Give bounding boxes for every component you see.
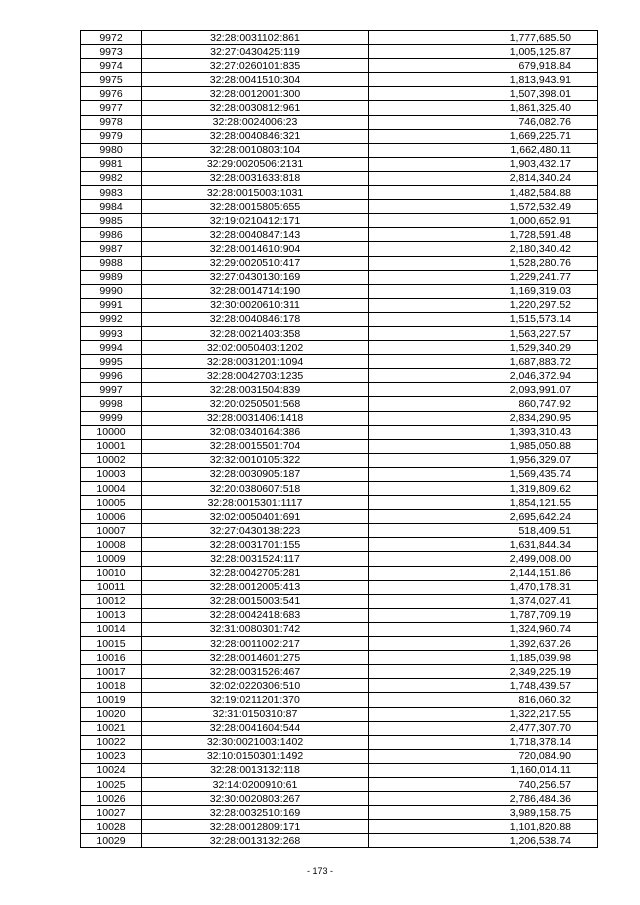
table-body <box>81 31 598 848</box>
value-cell: 1,324,960.74 <box>369 622 598 636</box>
cadastral-number-cell: 32:19:0211201:370 <box>142 693 369 707</box>
table-row <box>81 129 598 143</box>
row-number-cell: 10016 <box>81 651 142 665</box>
row-number-cell: 10012 <box>81 594 142 608</box>
value-cell: 2,814,340.24 <box>369 171 598 185</box>
table-row <box>81 820 598 834</box>
row-number-cell: 10003 <box>81 467 142 481</box>
value-cell: 2,046,372.94 <box>369 369 598 383</box>
table-row <box>81 383 598 397</box>
value-cell: 1,572,532.49 <box>369 200 598 214</box>
row-number-cell: 10022 <box>81 735 142 749</box>
row-number-cell: 10015 <box>81 637 142 651</box>
row-number-cell: 9985 <box>81 214 142 228</box>
cadastral-number-cell: 32:28:0011002:217 <box>142 637 369 651</box>
table-row <box>81 284 598 298</box>
row-number-cell: 10029 <box>81 834 142 848</box>
value-cell: 1,515,573.14 <box>369 312 598 326</box>
cadastral-number-cell: 32:28:0015301:1117 <box>142 496 369 510</box>
row-number-cell: 10023 <box>81 749 142 763</box>
row-number-cell: 9984 <box>81 200 142 214</box>
table-row <box>81 312 598 326</box>
row-number-cell: 9998 <box>81 397 142 411</box>
row-number-cell: 10004 <box>81 482 142 496</box>
table-row <box>81 73 598 87</box>
row-number-cell: 9987 <box>81 242 142 256</box>
row-number-cell: 9999 <box>81 411 142 425</box>
cadastral-number-cell: 32:28:0031526:467 <box>142 665 369 679</box>
row-number-cell: 9978 <box>81 115 142 129</box>
row-number-cell: 10021 <box>81 721 142 735</box>
value-cell: 1,813,943.91 <box>369 73 598 87</box>
value-cell: 2,834,290.95 <box>369 411 598 425</box>
row-number-cell: 10014 <box>81 622 142 636</box>
cadastral-number-cell: 32:08:0340164:386 <box>142 425 369 439</box>
cadastral-number-cell: 32:28:0014714:190 <box>142 284 369 298</box>
value-cell: 1,748,439.57 <box>369 679 598 693</box>
row-number-cell: 10024 <box>81 763 142 777</box>
cadastral-number-cell: 32:28:0015003:1031 <box>142 186 369 200</box>
table-row <box>81 552 598 566</box>
value-cell: 1,728,591.48 <box>369 228 598 242</box>
cadastral-number-cell: 32:28:0040846:178 <box>142 312 369 326</box>
cadastral-number-cell: 32:28:0031633:818 <box>142 171 369 185</box>
value-cell: 3,989,158.75 <box>369 806 598 820</box>
cadastral-number-cell: 32:20:0380607:518 <box>142 482 369 496</box>
row-number-cell: 9986 <box>81 228 142 242</box>
cadastral-number-cell: 32:27:0430138:223 <box>142 524 369 538</box>
table-row <box>81 411 598 425</box>
value-cell: 2,349,225.19 <box>369 665 598 679</box>
table-row <box>81 270 598 284</box>
cadastral-number-cell: 32:29:0020510:417 <box>142 256 369 270</box>
table-row <box>81 806 598 820</box>
row-number-cell: 9976 <box>81 87 142 101</box>
row-number-cell: 9996 <box>81 369 142 383</box>
value-cell: 1,631,844.34 <box>369 538 598 552</box>
cadastral-number-cell: 32:19:0210412:171 <box>142 214 369 228</box>
table-row <box>81 214 598 228</box>
cadastral-number-cell: 32:02:0050403:1202 <box>142 341 369 355</box>
row-number-cell: 9980 <box>81 143 142 157</box>
cadastral-number-cell: 32:28:0015003:541 <box>142 594 369 608</box>
table-row <box>81 693 598 707</box>
value-cell: 2,093,991.07 <box>369 383 598 397</box>
row-number-cell: 9994 <box>81 341 142 355</box>
cadastral-number-cell: 32:28:0031524:117 <box>142 552 369 566</box>
row-number-cell: 9983 <box>81 186 142 200</box>
row-number-cell: 9989 <box>81 270 142 284</box>
table-row <box>81 439 598 453</box>
value-cell: 1,005,125.87 <box>369 45 598 59</box>
row-number-cell: 10019 <box>81 693 142 707</box>
table-row <box>81 496 598 510</box>
row-number-cell: 9991 <box>81 298 142 312</box>
value-cell: 1,563,227.57 <box>369 326 598 340</box>
row-number-cell: 10010 <box>81 566 142 580</box>
cadastral-number-cell: 32:28:0041604:544 <box>142 721 369 735</box>
value-cell: 1,000,652.91 <box>369 214 598 228</box>
value-cell: 1,528,280.76 <box>369 256 598 270</box>
table-row <box>81 524 598 538</box>
value-cell: 2,180,340.42 <box>369 242 598 256</box>
cadastral-number-cell: 32:28:0012001:300 <box>142 87 369 101</box>
row-number-cell: 10009 <box>81 552 142 566</box>
value-cell: 1,985,050.88 <box>369 439 598 453</box>
row-number-cell: 10025 <box>81 777 142 791</box>
cadastral-number-cell: 32:14:0200910:61 <box>142 777 369 791</box>
table-row <box>81 482 598 496</box>
cadastral-number-cell: 32:28:0031504:839 <box>142 383 369 397</box>
table-row <box>81 622 598 636</box>
value-cell: 1,669,225.71 <box>369 129 598 143</box>
row-number-cell: 10000 <box>81 425 142 439</box>
value-cell: 1,392,637.26 <box>369 637 598 651</box>
cadastral-number-cell: 32:10:0150301:1492 <box>142 749 369 763</box>
cadastral-number-cell: 32:28:0012809:171 <box>142 820 369 834</box>
row-number-cell: 10013 <box>81 608 142 622</box>
cadastral-number-cell: 32:28:0030905:187 <box>142 467 369 481</box>
row-number-cell: 10026 <box>81 792 142 806</box>
cadastral-number-cell: 32:28:0031201:1094 <box>142 355 369 369</box>
row-number-cell: 10005 <box>81 496 142 510</box>
cadastral-number-cell: 32:28:0030812:961 <box>142 101 369 115</box>
table-row <box>81 665 598 679</box>
cadastral-number-cell: 32:30:0020610:311 <box>142 298 369 312</box>
value-cell: 2,477,307.70 <box>369 721 598 735</box>
value-cell: 860,747.92 <box>369 397 598 411</box>
value-cell: 1,507,398.01 <box>369 87 598 101</box>
value-cell: 1,718,378.14 <box>369 735 598 749</box>
value-cell: 2,144,151.86 <box>369 566 598 580</box>
cadastral-number-cell: 32:28:0032510:169 <box>142 806 369 820</box>
cadastral-number-cell: 32:31:0150310:87 <box>142 707 369 721</box>
value-cell: 1,470,178.31 <box>369 580 598 594</box>
table-row <box>81 651 598 665</box>
cadastral-number-cell: 32:20:0250501:568 <box>142 397 369 411</box>
row-number-cell: 9993 <box>81 326 142 340</box>
table-row <box>81 157 598 171</box>
cadastral-value-table <box>80 30 598 848</box>
table-row <box>81 59 598 73</box>
value-cell: 2,695,642.24 <box>369 510 598 524</box>
row-number-cell: 10008 <box>81 538 142 552</box>
value-cell: 2,786,484.36 <box>369 792 598 806</box>
cadastral-number-cell: 32:32:0010105:322 <box>142 453 369 467</box>
table-row <box>81 792 598 806</box>
table-row <box>81 538 598 552</box>
table-row <box>81 369 598 383</box>
value-cell: 740,256.57 <box>369 777 598 791</box>
row-number-cell: 9988 <box>81 256 142 270</box>
table-row <box>81 594 598 608</box>
value-cell: 1,569,435.74 <box>369 467 598 481</box>
row-number-cell: 10011 <box>81 580 142 594</box>
cadastral-number-cell: 32:30:0021003:1402 <box>142 735 369 749</box>
cadastral-number-cell: 32:27:0260101:835 <box>142 59 369 73</box>
cadastral-number-cell: 32:28:0042705:281 <box>142 566 369 580</box>
table-row <box>81 242 598 256</box>
cadastral-number-cell: 32:29:0020506:2131 <box>142 157 369 171</box>
value-cell: 1,482,584.88 <box>369 186 598 200</box>
cadastral-number-cell: 32:28:0024006:23 <box>142 115 369 129</box>
cadastral-number-cell: 32:28:0042703:1235 <box>142 369 369 383</box>
cadastral-number-cell: 32:28:0015805:655 <box>142 200 369 214</box>
value-cell: 1,903,432.17 <box>369 157 598 171</box>
value-cell: 1,160,014.11 <box>369 763 598 777</box>
value-cell: 518,409.51 <box>369 524 598 538</box>
table-row <box>81 637 598 651</box>
table-row <box>81 87 598 101</box>
value-cell: 1,185,039.98 <box>369 651 598 665</box>
table-row <box>81 679 598 693</box>
table-row <box>81 326 598 340</box>
value-cell: 746,082.76 <box>369 115 598 129</box>
row-number-cell: 10017 <box>81 665 142 679</box>
value-cell: 1,229,241.77 <box>369 270 598 284</box>
table-row <box>81 397 598 411</box>
value-cell: 2,499,008.00 <box>369 552 598 566</box>
cadastral-number-cell: 32:27:0430130:169 <box>142 270 369 284</box>
value-cell: 679,918.84 <box>369 59 598 73</box>
table-row <box>81 101 598 115</box>
row-number-cell: 9973 <box>81 45 142 59</box>
table-row <box>81 749 598 763</box>
table-row <box>81 115 598 129</box>
table-row <box>81 143 598 157</box>
cadastral-number-cell: 32:28:0040847:143 <box>142 228 369 242</box>
table-row <box>81 707 598 721</box>
value-cell: 1,861,325.40 <box>369 101 598 115</box>
table-row <box>81 200 598 214</box>
table-row <box>81 171 598 185</box>
value-cell: 816,060.32 <box>369 693 598 707</box>
value-cell: 720,084.90 <box>369 749 598 763</box>
table-row <box>81 777 598 791</box>
cadastral-number-cell: 32:28:0041510:304 <box>142 73 369 87</box>
cadastral-number-cell: 32:30:0020803:267 <box>142 792 369 806</box>
table-row <box>81 228 598 242</box>
cadastral-number-cell: 32:28:0042418:683 <box>142 608 369 622</box>
table-row <box>81 341 598 355</box>
value-cell: 1,777,685.50 <box>369 31 598 45</box>
cadastral-number-cell: 32:02:0050401:691 <box>142 510 369 524</box>
value-cell: 1,662,480.11 <box>369 143 598 157</box>
row-number-cell: 9990 <box>81 284 142 298</box>
value-cell: 1,319,809.62 <box>369 482 598 496</box>
table-row <box>81 186 598 200</box>
value-cell: 1,393,310.43 <box>369 425 598 439</box>
value-cell: 1,322,217.55 <box>369 707 598 721</box>
cadastral-number-cell: 32:28:0040846:321 <box>142 129 369 143</box>
value-cell: 1,220,297.52 <box>369 298 598 312</box>
value-cell: 1,101,820.88 <box>369 820 598 834</box>
row-number-cell: 9977 <box>81 101 142 115</box>
row-number-cell: 9997 <box>81 383 142 397</box>
cadastral-number-cell: 32:28:0014601:275 <box>142 651 369 665</box>
cadastral-number-cell: 32:28:0021403:358 <box>142 326 369 340</box>
row-number-cell: 10028 <box>81 820 142 834</box>
value-cell: 1,787,709.19 <box>369 608 598 622</box>
value-cell: 1,956,329.07 <box>369 453 598 467</box>
table-row <box>81 580 598 594</box>
cadastral-number-cell: 32:28:0031701:155 <box>142 538 369 552</box>
table-row <box>81 45 598 59</box>
value-cell: 1,206,538.74 <box>369 834 598 848</box>
row-number-cell: 10018 <box>81 679 142 693</box>
cadastral-number-cell: 32:28:0015501:704 <box>142 439 369 453</box>
row-number-cell: 9979 <box>81 129 142 143</box>
table-row <box>81 31 598 45</box>
row-number-cell: 10027 <box>81 806 142 820</box>
row-number-cell: 9992 <box>81 312 142 326</box>
table-row <box>81 566 598 580</box>
table-row <box>81 467 598 481</box>
row-number-cell: 10007 <box>81 524 142 538</box>
row-number-cell: 9972 <box>81 31 142 45</box>
row-number-cell: 9995 <box>81 355 142 369</box>
value-cell: 1,169,319.03 <box>369 284 598 298</box>
row-number-cell: 9975 <box>81 73 142 87</box>
value-cell: 1,374,027.41 <box>369 594 598 608</box>
table-row <box>81 510 598 524</box>
row-number-cell: 10001 <box>81 439 142 453</box>
cadastral-number-cell: 32:28:0013132:268 <box>142 834 369 848</box>
page-number: - 173 - <box>306 866 333 876</box>
cadastral-number-cell: 32:02:0220306:510 <box>142 679 369 693</box>
row-number-cell: 10002 <box>81 453 142 467</box>
cadastral-number-cell: 32:28:0013132:118 <box>142 763 369 777</box>
row-number-cell: 9974 <box>81 59 142 73</box>
cadastral-number-cell: 32:28:0031406:1418 <box>142 411 369 425</box>
table-row <box>81 608 598 622</box>
table-row <box>81 425 598 439</box>
value-cell: 1,529,340.29 <box>369 341 598 355</box>
value-cell: 1,687,883.72 <box>369 355 598 369</box>
table-row <box>81 256 598 270</box>
table-row <box>81 721 598 735</box>
table-row <box>81 735 598 749</box>
row-number-cell: 10020 <box>81 707 142 721</box>
row-number-cell: 10006 <box>81 510 142 524</box>
table-row <box>81 453 598 467</box>
cadastral-number-cell: 32:27:0430425:119 <box>142 45 369 59</box>
row-number-cell: 9982 <box>81 171 142 185</box>
cadastral-number-cell: 32:28:0031102:861 <box>142 31 369 45</box>
cadastral-number-cell: 32:28:0012005:413 <box>142 580 369 594</box>
value-cell: 1,854,121.55 <box>369 496 598 510</box>
cadastral-number-cell: 32:28:0010803:104 <box>142 143 369 157</box>
table-row <box>81 763 598 777</box>
row-number-cell: 9981 <box>81 157 142 171</box>
table-row <box>81 298 598 312</box>
cadastral-number-cell: 32:31:0080301:742 <box>142 622 369 636</box>
cadastral-number-cell: 32:28:0014610:904 <box>142 242 369 256</box>
table-row <box>81 834 598 848</box>
table-row <box>81 355 598 369</box>
